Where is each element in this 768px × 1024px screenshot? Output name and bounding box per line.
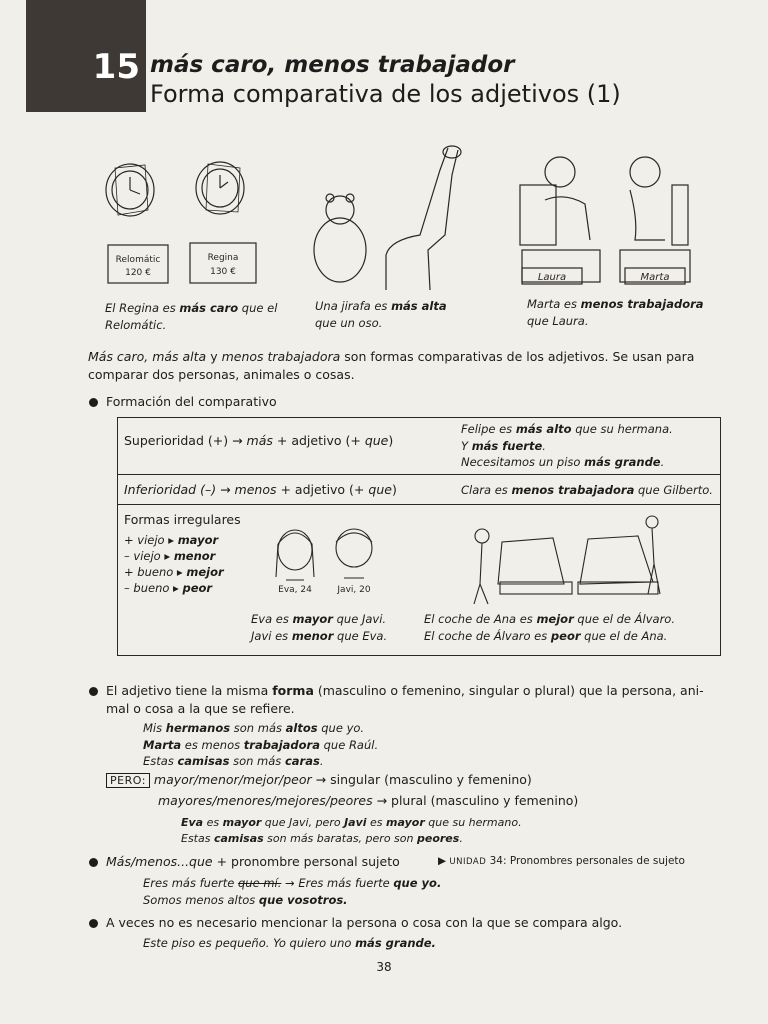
unit-reference[interactable]: ▶ UNIDAD 34: Pronombres personales de sujeto: [438, 855, 685, 867]
illustrations: [90, 140, 710, 295]
agreement-paragraph: El adjetivo tiene la misma forma (masculino o femenino, singular o plural) que la persona, ani- mal o cosa a la que se refiere.: [106, 682, 718, 718]
pero-label: PERO:: [106, 773, 150, 788]
desk-illustration: [520, 157, 690, 284]
omission-example: Este piso es pequeño. Yo quiero uno más grande.: [143, 936, 436, 950]
car-examples: El coche de Ana es mejor que el de Álvaro. El coche de Álvaro es peor que el de Ana.: [424, 612, 675, 643]
caption-giraffe: Una jirafa es más alta que un oso.: [315, 299, 447, 330]
pero-line-1: PERO: mayor/menor/mejor/peor → singular (masculino y femenino): [106, 771, 532, 789]
face-examples: Eva es mayor que Javi. Javi es menor que Eva.: [251, 612, 388, 643]
pero-line-2: mayores/menores/mejores/peores → plural (masculino y femenino): [158, 793, 579, 808]
agreement-examples: Mis hermanos son más altos que yo. Marta es menos trabajadora que Raúl. Estas camisas son más caras.: [143, 721, 379, 769]
superiority-row: Superioridad (+) → más + adjetivo (+ que): [124, 433, 394, 448]
irregular-forms: + viejo ▸ mayor – viejo ▸ menor + bueno ▸ mejor – bueno ▸ peor: [124, 533, 224, 596]
unit-number: 15: [92, 47, 140, 87]
cars-illustration: [468, 514, 678, 606]
page-number: 38: [376, 960, 392, 974]
face-label-javi: Javi, 20: [337, 585, 371, 594]
intro-paragraph: Más caro, más alta y menos trabajadora son formas comparativas de los adjetivos. Se usan para comparar dos personas, animales o cosas.: [88, 349, 695, 383]
unit-subtitle: Forma comparativa de los adjetivos (1): [150, 80, 621, 108]
faces-illustration: [268, 522, 388, 594]
unit-number-box: [26, 0, 146, 112]
unit-title: más caro, menos trabajador: [150, 52, 515, 78]
omission-paragraph: A veces no es necesario mencionar la persona o cosa con la que se compara algo.: [106, 914, 622, 932]
watch-tag-1-price: 120 €: [125, 268, 151, 278]
watch-tag-2-name: Regina: [207, 253, 239, 263]
caption-watches: El Regina es más caro que el Relomátic.: [105, 301, 278, 332]
watch-tag-2-price: 130 €: [210, 267, 236, 277]
pronouns-heading: Más/menos...que + pronombre personal sujeto: [106, 853, 400, 871]
person-tag-1: Laura: [537, 272, 567, 283]
caption-workers: Marta es menos trabajadora que Laura.: [527, 297, 704, 328]
irregular-heading: Formas irregulares: [124, 512, 241, 527]
face-label-eva: Eva, 24: [278, 585, 312, 594]
watch-tag-1-name: Relomátic: [115, 255, 161, 265]
formation-heading: Formación del comparativo: [106, 393, 277, 411]
pero-examples: Eva es mayor que Javi, pero Javi es mayor que su hermano. Estas camisas son más baratas, pero son peores.: [181, 816, 522, 845]
comparative-table: [117, 417, 721, 656]
pronoun-examples: Eres más fuerte que mí. → Eres más fuerte que yo. Somos menos altos que vosotros.: [143, 876, 442, 907]
play-arrow-icon: ▶: [438, 855, 447, 867]
bear-giraffe-illustration: [314, 146, 461, 290]
person-tag-2: Marta: [640, 272, 670, 283]
superiority-examples: Felipe es más alto que su hermana. Y más fuerte. Necesitamos un piso más grande.: [461, 422, 673, 470]
inferiority-row: Inferioridad (–) → menos + adjetivo (+ que): [124, 482, 397, 497]
inferiority-example: Clara es menos trabajadora que Gilberto.: [461, 483, 713, 497]
